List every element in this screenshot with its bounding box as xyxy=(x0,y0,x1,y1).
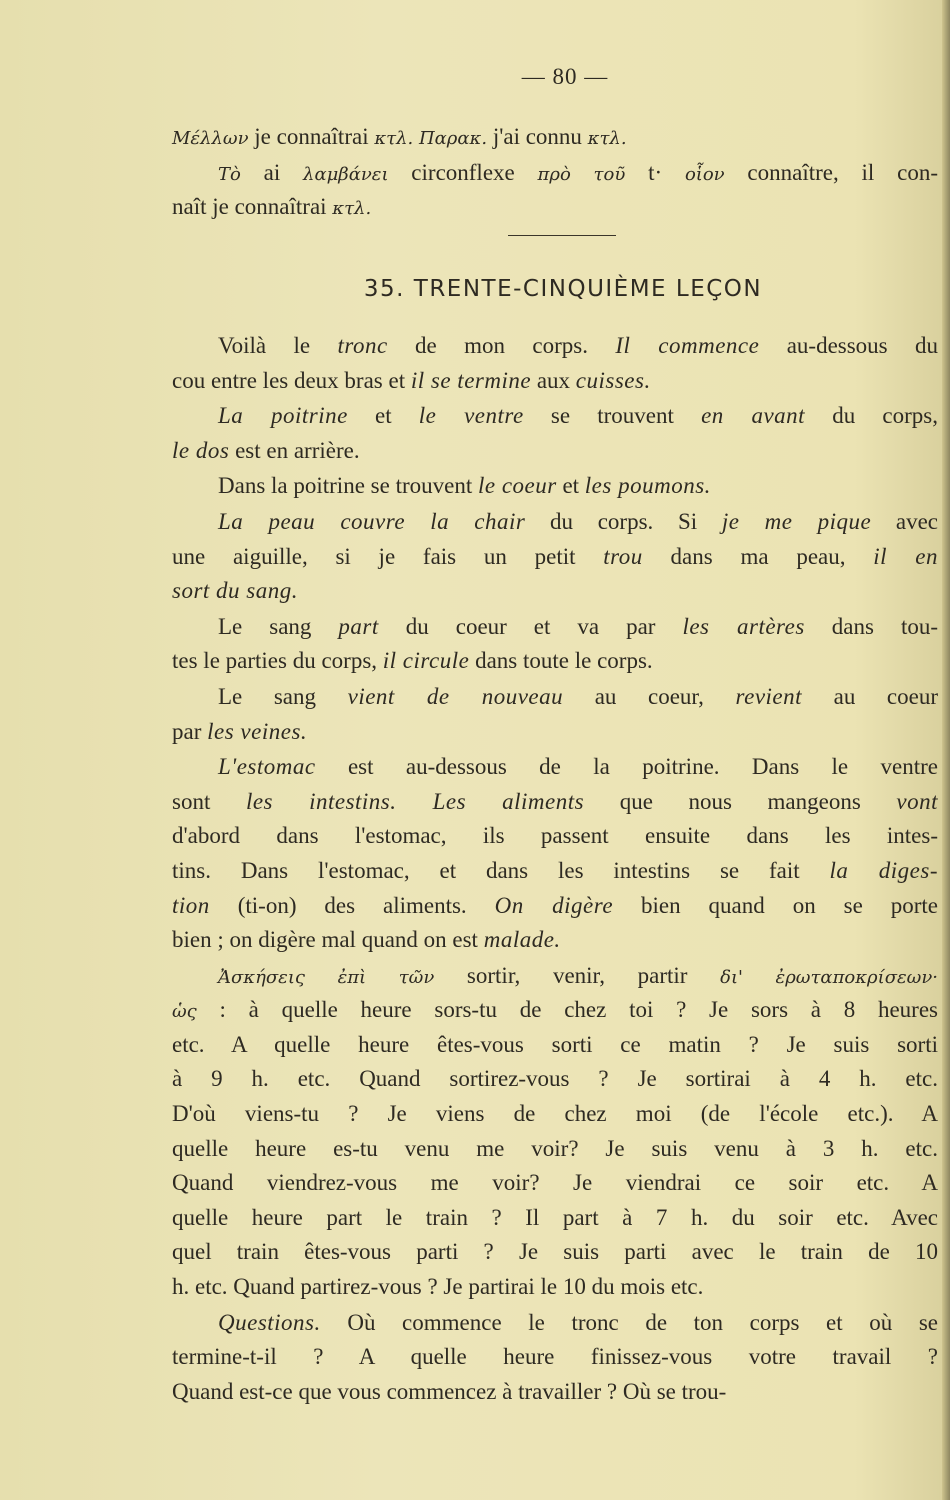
lesson-body xyxy=(172,329,938,1410)
text-line xyxy=(172,644,938,679)
paragraph xyxy=(172,120,938,155)
section-divider xyxy=(508,235,616,236)
text-segment: sont xyxy=(172,788,246,814)
text-segment: circonflexe xyxy=(388,159,538,185)
text-segment: j'ai connu xyxy=(487,124,588,149)
text-line xyxy=(172,854,938,889)
paragraph xyxy=(172,610,938,679)
text-line xyxy=(172,540,938,575)
text-line xyxy=(172,993,938,1028)
text-segment: quelle heure part le train ? Il part à 7 h. du soir etc. Avec xyxy=(172,1204,938,1230)
italic-text: part xyxy=(338,613,379,639)
italic-text: les veines. xyxy=(207,718,308,744)
text-segment: et xyxy=(556,473,585,499)
greek-text: κτλ. Παρακ. xyxy=(374,128,488,149)
greek-text: Μέλλων xyxy=(172,128,249,149)
text-line xyxy=(172,923,938,958)
paragraph xyxy=(172,505,938,609)
text-line xyxy=(172,959,938,994)
greek-text: ὡς xyxy=(172,1001,197,1023)
text-line xyxy=(172,434,938,469)
italic-text: Questions. xyxy=(218,1309,321,1335)
greek-text: κτλ. xyxy=(587,128,627,149)
text-line xyxy=(172,399,938,434)
text-line xyxy=(172,1375,938,1410)
text-line xyxy=(172,1201,938,1236)
text-line xyxy=(172,156,938,191)
italic-text: il circule xyxy=(382,648,470,674)
text-segment: par xyxy=(172,718,208,744)
text-segment: d'abord dans l'estomac, ils passent ensuite dans les intes- xyxy=(172,823,938,849)
text-segment: bien ; on digère mal quand on est xyxy=(172,927,484,953)
page-number: — 80 — xyxy=(521,64,609,89)
italic-text: les artères xyxy=(682,613,805,639)
greek-text: πρὸ τοῦ xyxy=(537,163,626,185)
italic-text: tion xyxy=(172,892,210,918)
greek-text: κτλ. xyxy=(332,198,372,220)
text-segment: termine-t-il ? A quelle heure finissez-vous votre travail ? xyxy=(172,1344,938,1370)
paragraph xyxy=(172,469,938,504)
text-segment: Le sang xyxy=(218,613,339,639)
text-segment: je connaîtrai xyxy=(248,124,375,149)
text-segment: Quand est-ce que vous commencez à travailler ? Où se trou- xyxy=(172,1378,727,1404)
italic-text: le ventre xyxy=(418,403,524,429)
italic-text: Il commence xyxy=(615,333,760,358)
text-line xyxy=(172,819,938,854)
italic-text: cuisses. xyxy=(575,367,651,393)
text-segment: au coeur xyxy=(802,683,938,709)
intro-text xyxy=(172,120,938,226)
italic-text: les poumons. xyxy=(584,473,711,499)
text-line xyxy=(172,1270,938,1305)
text-line xyxy=(172,1132,938,1167)
text-segment: de mon corps. xyxy=(387,333,616,358)
text-segment: et xyxy=(347,403,419,429)
paragraph xyxy=(172,750,938,958)
text-segment: du corps. Si xyxy=(525,508,722,534)
italic-text: malade. xyxy=(483,927,561,953)
text-segment: avec xyxy=(871,508,939,534)
greek-text: δι' ἐρωταποκρίσεων· xyxy=(720,966,938,988)
text-segment: aux xyxy=(531,367,576,393)
text-line xyxy=(172,1166,938,1201)
lesson-heading: 35. TRENTE-CINQUIÈME LEÇON xyxy=(363,276,763,302)
text-segment: etc. A quelle heure êtes-vous sorti ce matin ? Je suis sorti xyxy=(172,1031,938,1057)
greek-text: Ἀσκήσεις ἐπὶ τῶν xyxy=(218,966,435,988)
text-line xyxy=(172,1028,938,1063)
italic-text: L'estomac xyxy=(218,754,316,780)
text-segment: se trouvent xyxy=(523,403,702,429)
text-segment: h. etc. Quand partirez-vous ? Je partirai le 10 du mois etc. xyxy=(172,1274,704,1300)
text-segment: Dans la poitrine se trouvent xyxy=(218,473,478,499)
italic-text: La poitrine xyxy=(218,403,348,429)
italic-text: tronc xyxy=(337,333,388,358)
italic-text: je me pique xyxy=(721,508,872,534)
text-line xyxy=(172,574,938,609)
italic-text: il en xyxy=(873,543,938,569)
paragraph xyxy=(172,156,938,225)
text-line xyxy=(172,364,938,399)
text-segment: tes le parties du corps, xyxy=(172,648,383,674)
italic-text: vient de nouveau xyxy=(347,683,564,709)
italic-text: revient xyxy=(735,683,803,709)
italic-text: sort du sang. xyxy=(172,578,298,604)
text-segment: ai xyxy=(240,159,304,185)
paragraph xyxy=(172,680,938,749)
text-segment: (ti-on) des aliments. xyxy=(209,892,495,918)
text-line xyxy=(172,120,938,155)
text-segment: Voilà le xyxy=(218,333,338,358)
text-line xyxy=(172,785,938,820)
text-segment: au coeur, xyxy=(563,683,736,709)
paragraph xyxy=(172,399,938,468)
text-line xyxy=(172,1097,938,1132)
text-segment: connaître, il con- xyxy=(724,159,938,185)
greek-text: λαμβάνει xyxy=(303,163,389,185)
text-line xyxy=(172,1306,938,1341)
text-line xyxy=(172,680,938,715)
text-line xyxy=(172,505,938,540)
text-line xyxy=(172,190,938,225)
paragraph xyxy=(172,329,938,398)
text-line xyxy=(172,610,938,645)
italic-text: On digère xyxy=(494,892,614,918)
italic-text: la diges- xyxy=(829,857,938,883)
text-segment: que nous mangeons xyxy=(584,788,897,814)
italic-text: vont xyxy=(896,788,938,814)
text-line xyxy=(172,329,938,364)
text-segment: cou entre les deux bras et xyxy=(172,367,411,393)
text-line xyxy=(172,750,938,785)
text-segment: quelle heure es-tu venu me voir? Je suis venu à 3 h. etc. xyxy=(172,1135,938,1161)
text-segment: est au-dessous de la poitrine. Dans le ventre xyxy=(315,754,938,780)
text-segment: à 9 h. etc. Quand sortirez-vous ? Je sortirai à 4 h. etc. xyxy=(172,1066,938,1092)
italic-text: le dos xyxy=(172,437,230,463)
italic-text: les intestins. Les aliments xyxy=(245,788,585,814)
text-segment: quel train êtes-vous parti ? Je suis parti avec le train de 10 xyxy=(172,1239,938,1265)
text-segment: D'où viens-tu ? Je viens de chez moi (de l'école etc.). A xyxy=(172,1101,938,1127)
greek-text: Τὸ xyxy=(218,163,241,185)
text-segment: au-dessous du xyxy=(759,333,938,358)
italic-text: il se termine xyxy=(410,367,532,393)
text-segment: du coeur et va par xyxy=(378,613,683,639)
text-segment: Où commence le tronc de ton corps et où se xyxy=(320,1309,938,1335)
text-line xyxy=(172,1340,938,1375)
text-segment: dans ma peau, xyxy=(642,543,874,569)
italic-text: La peau couvre la chair xyxy=(218,508,526,534)
text-segment: Quand viendrez-vous me voir? Je viendrai ce soir etc. A xyxy=(172,1170,938,1196)
paragraph xyxy=(172,1306,938,1410)
text-line xyxy=(172,889,938,924)
text-segment: est en arrière. xyxy=(229,437,360,463)
text-segment: sortir, venir, partir xyxy=(434,962,721,988)
text-segment: tins. Dans l'estomac, et dans les intestins se fait xyxy=(172,857,830,883)
italic-text: le coeur xyxy=(477,473,557,499)
italic-text: trou xyxy=(603,543,643,569)
paragraph xyxy=(172,959,938,1305)
text-segment: bien quand on se porte xyxy=(613,892,938,918)
italic-text: en avant xyxy=(701,403,806,429)
text-segment: dans toute le corps. xyxy=(469,648,653,674)
text-segment: naît je connaîtrai xyxy=(172,194,333,220)
text-segment: une aiguille, si je fais un petit xyxy=(172,543,604,569)
text-segment: t· xyxy=(625,159,685,185)
text-segment: Le sang xyxy=(218,683,348,709)
text-line xyxy=(172,1235,938,1270)
text-line xyxy=(172,469,938,504)
greek-text: οἷον xyxy=(684,163,725,185)
text-segment: dans tou- xyxy=(804,613,939,639)
text-line xyxy=(172,1062,938,1097)
page-edge-shadow xyxy=(942,0,950,1500)
text-line xyxy=(172,715,938,750)
text-segment: du corps, xyxy=(805,403,938,429)
text-segment: : à quelle heure sors-tu de chez toi ? Je sors à 8 heures xyxy=(196,997,938,1023)
